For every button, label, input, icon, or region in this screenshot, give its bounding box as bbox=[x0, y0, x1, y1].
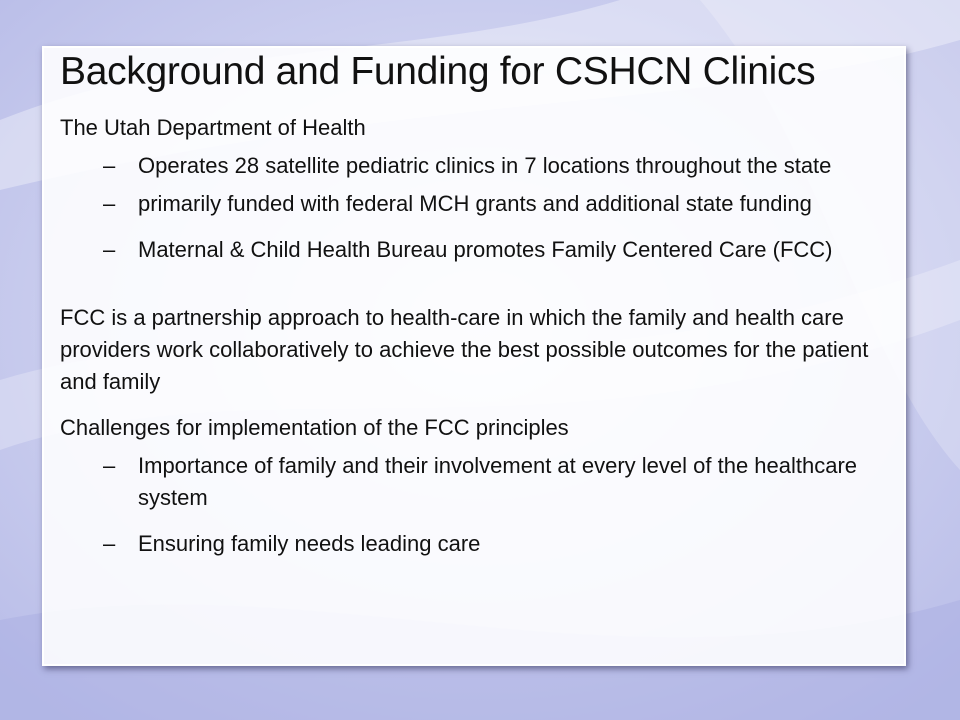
slide-body bbox=[60, 112, 900, 560]
dash-marker: – bbox=[103, 453, 116, 478]
bullet-text: Maternal & Child Health Bureau promotes Family Centered Care (FCC) bbox=[138, 237, 833, 262]
dash-marker: – bbox=[103, 237, 116, 262]
dash-marker: – bbox=[103, 191, 116, 216]
bullet-item bbox=[60, 234, 900, 266]
bullet-item bbox=[60, 528, 900, 560]
bullet-text: Operates 28 satellite pediatric clinics in 7 locations throughout the state bbox=[138, 153, 832, 178]
bullet-text: Importance of family and their involvement at every level of the healthcare system bbox=[138, 453, 858, 510]
bullet-item bbox=[60, 450, 900, 514]
fcc-definition-paragraph: FCC is a partnership approach to health-care in which the family and health care providers work collaboratively to achieve the best possible outcomes for the patient and family bbox=[60, 305, 869, 394]
slide-title: Background and Funding for CSHCN Clinics bbox=[60, 50, 816, 93]
dash-marker: – bbox=[103, 153, 116, 178]
bullet-text: primarily funded with federal MCH grants and additional state funding bbox=[138, 191, 812, 216]
section-heading-utah: The Utah Department of Health bbox=[60, 115, 366, 140]
dash-marker: – bbox=[103, 531, 116, 556]
bullet-item bbox=[60, 150, 900, 182]
bullet-item bbox=[60, 188, 900, 220]
section-heading-challenges: Challenges for implementation of the FCC principles bbox=[60, 415, 569, 440]
bullet-text: Ensuring family needs leading care bbox=[138, 531, 481, 556]
